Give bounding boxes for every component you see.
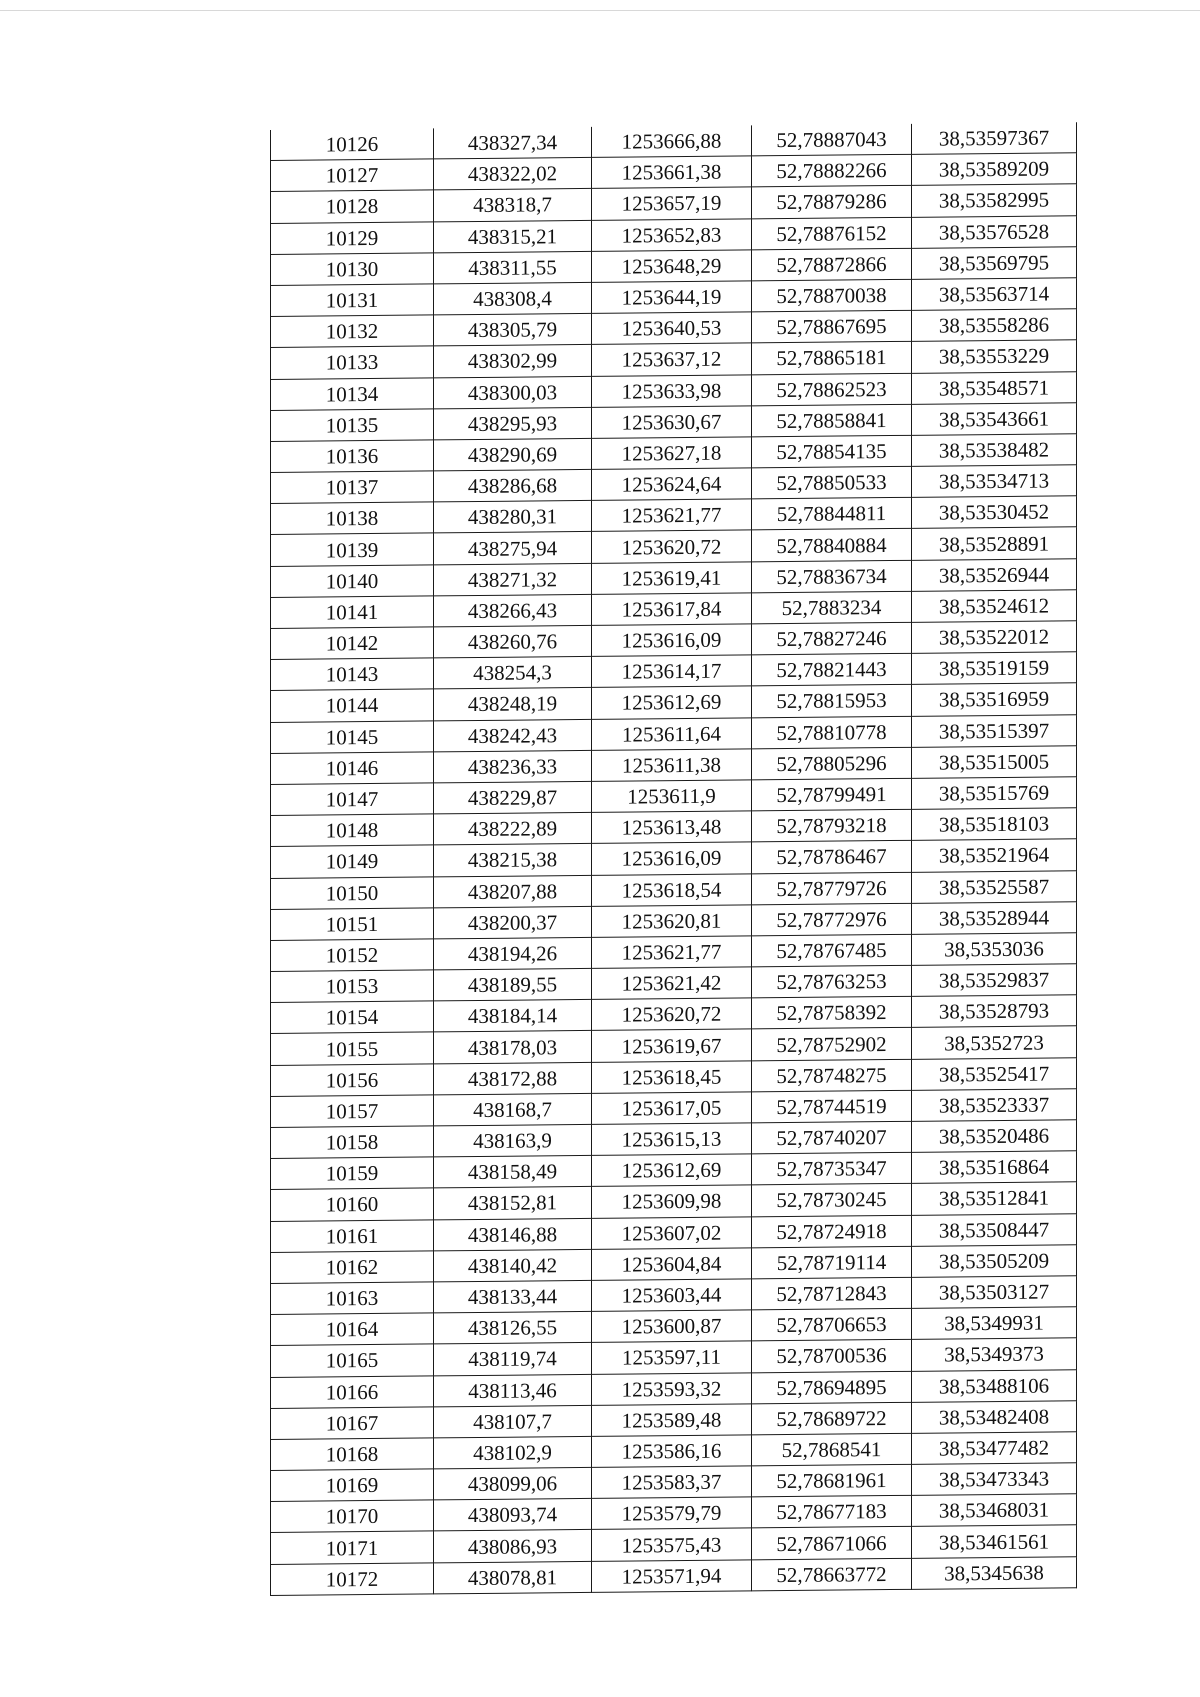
latitude-cell: 52,78767485 [752,934,912,967]
y-coordinate-cell: 1253611,38 [592,749,752,782]
y-coordinate-cell: 1253575,43 [592,1528,752,1561]
x-coordinate-cell: 438322,02 [434,158,592,191]
x-coordinate-cell: 438184,14 [434,1000,592,1033]
y-coordinate-cell: 1253612,69 [592,686,752,719]
x-coordinate-cell: 438133,44 [434,1280,592,1313]
longitude-cell: 38,53563714 [912,278,1077,311]
x-coordinate-cell: 438189,55 [434,968,592,1001]
latitude-cell: 52,78836734 [752,560,912,593]
x-coordinate-cell: 438107,7 [434,1405,592,1438]
latitude-cell: 52,78793218 [752,809,912,842]
point-number-cell: 10162 [271,1251,434,1284]
x-coordinate-cell: 438207,88 [434,875,592,908]
point-number-cell: 10172 [271,1563,434,1596]
longitude-cell: 38,53518103 [912,808,1077,841]
point-number-cell: 10126 [271,128,434,160]
coordinate-table-sheet [270,125,1076,1596]
latitude-cell: 52,78867695 [752,310,912,343]
point-number-cell: 10159 [271,1157,434,1190]
point-number-cell: 10169 [271,1469,434,1502]
point-number-cell: 10152 [271,939,434,972]
latitude-cell: 52,78827246 [752,622,912,655]
y-coordinate-cell: 1253621,77 [592,936,752,969]
x-coordinate-cell: 438222,89 [434,813,592,846]
y-coordinate-cell: 1253603,44 [592,1279,752,1312]
x-coordinate-cell: 438178,03 [434,1031,592,1064]
longitude-cell: 38,53528891 [912,527,1077,560]
latitude-cell: 52,78870038 [752,279,912,312]
y-coordinate-cell: 1253618,54 [592,873,752,906]
latitude-cell: 52,78779726 [752,872,912,905]
latitude-cell: 52,78712843 [752,1277,912,1310]
longitude-cell: 38,53515005 [912,746,1077,779]
longitude-cell: 38,53525587 [912,870,1077,903]
latitude-cell: 52,78730245 [752,1184,912,1217]
y-coordinate-cell: 1253609,98 [592,1185,752,1218]
longitude-cell: 38,53503127 [912,1276,1077,1309]
y-coordinate-cell: 1253611,64 [592,717,752,750]
x-coordinate-cell: 438327,34 [434,127,592,159]
latitude-cell: 52,7868541 [752,1433,912,1466]
y-coordinate-cell: 1253586,16 [592,1435,752,1468]
x-coordinate-cell: 438248,19 [434,688,592,721]
point-number-cell: 10137 [271,471,434,504]
longitude-cell: 38,53515769 [912,777,1077,810]
point-number-cell: 10145 [271,720,434,753]
latitude-cell: 52,78810778 [752,716,912,749]
latitude-cell: 52,78740207 [752,1121,912,1154]
longitude-cell: 38,53530452 [912,496,1077,529]
x-coordinate-cell: 438163,9 [434,1124,592,1157]
y-coordinate-cell: 1253619,67 [592,1029,752,1062]
x-coordinate-cell: 438266,43 [434,594,592,627]
latitude-cell: 52,78735347 [752,1153,912,1186]
point-number-cell: 10143 [271,658,434,691]
point-number-cell: 10128 [271,190,434,223]
y-coordinate-cell: 1253613,48 [592,811,752,844]
y-coordinate-cell: 1253640,53 [592,312,752,345]
x-coordinate-cell: 438305,79 [434,314,592,347]
longitude-cell: 38,53477482 [912,1432,1077,1465]
y-coordinate-cell: 1253619,41 [592,562,752,595]
x-coordinate-cell: 438271,32 [434,563,592,596]
latitude-cell: 52,78681961 [752,1464,912,1497]
latitude-cell: 52,78724918 [752,1215,912,1248]
longitude-cell: 38,53589209 [912,153,1077,186]
y-coordinate-cell: 1253652,83 [592,218,752,251]
coordinate-table-body [271,122,1077,1595]
y-coordinate-cell: 1253579,79 [592,1497,752,1530]
x-coordinate-cell: 438318,7 [434,189,592,222]
longitude-cell: 38,53538482 [912,434,1077,467]
latitude-cell: 52,78862523 [752,373,912,406]
latitude-cell: 52,78694895 [752,1371,912,1404]
x-coordinate-cell: 438286,68 [434,469,592,502]
y-coordinate-cell: 1253612,69 [592,1154,752,1187]
longitude-cell: 38,53468031 [912,1494,1077,1527]
latitude-cell: 52,78872866 [752,248,912,281]
longitude-cell: 38,53526944 [912,558,1077,591]
x-coordinate-cell: 438254,3 [434,657,592,690]
latitude-cell: 52,78854135 [752,435,912,468]
latitude-cell: 52,78799491 [752,778,912,811]
longitude-cell: 38,53461561 [912,1525,1077,1558]
longitude-cell: 38,53508447 [912,1213,1077,1246]
longitude-cell: 38,53519159 [912,652,1077,685]
y-coordinate-cell: 1253607,02 [592,1216,752,1249]
latitude-cell: 52,78744519 [752,1090,912,1123]
longitude-cell: 38,53543661 [912,402,1077,435]
latitude-cell: 52,78876152 [752,217,912,250]
latitude-cell: 52,78677183 [752,1496,912,1529]
latitude-cell: 52,78763253 [752,965,912,998]
point-number-cell: 10154 [271,1001,434,1034]
y-coordinate-cell: 1253621,77 [592,499,752,532]
point-number-cell: 10156 [271,1064,434,1097]
point-number-cell: 10148 [271,814,434,847]
point-number-cell: 10141 [271,596,434,629]
x-coordinate-cell: 438275,94 [434,532,592,565]
x-coordinate-cell: 438308,4 [434,282,592,315]
point-number-cell: 10142 [271,627,434,660]
y-coordinate-cell: 1253614,17 [592,655,752,688]
longitude-cell: 38,5349373 [912,1338,1077,1371]
latitude-cell: 52,78858841 [752,404,912,437]
longitude-cell: 38,53505209 [912,1245,1077,1278]
longitude-cell: 38,53488106 [912,1369,1077,1402]
y-coordinate-cell: 1253616,09 [592,624,752,657]
point-number-cell: 10168 [271,1438,434,1471]
longitude-cell: 38,5349931 [912,1307,1077,1340]
y-coordinate-cell: 1253616,09 [592,842,752,875]
longitude-cell: 38,53482408 [912,1400,1077,1433]
x-coordinate-cell: 438086,93 [434,1530,592,1563]
y-coordinate-cell: 1253620,72 [592,530,752,563]
latitude-cell: 52,78786467 [752,841,912,874]
latitude-cell: 52,78700536 [752,1340,912,1373]
point-number-cell: 10166 [271,1375,434,1408]
y-coordinate-cell: 1253637,12 [592,343,752,376]
x-coordinate-cell: 438300,03 [434,376,592,409]
point-number-cell: 10153 [271,970,434,1003]
point-number-cell: 10160 [271,1188,434,1221]
y-coordinate-cell: 1253624,64 [592,468,752,501]
longitude-cell: 38,5352723 [912,1026,1077,1059]
point-number-cell: 10151 [271,908,434,941]
x-coordinate-cell: 438140,42 [434,1249,592,1282]
scan-edge-line [0,10,1200,11]
y-coordinate-cell: 1253597,11 [592,1341,752,1374]
y-coordinate-cell: 1253661,38 [592,156,752,189]
x-coordinate-cell: 438302,99 [434,345,592,378]
point-number-cell: 10138 [271,502,434,535]
y-coordinate-cell: 1253666,88 [592,125,752,157]
latitude-cell: 52,78671066 [752,1527,912,1560]
longitude-cell: 38,53521964 [912,839,1077,872]
latitude-cell: 52,78821443 [752,654,912,687]
point-number-cell: 10144 [271,689,434,722]
y-coordinate-cell: 1253617,84 [592,593,752,626]
x-coordinate-cell: 438311,55 [434,251,592,284]
point-number-cell: 10158 [271,1126,434,1159]
y-coordinate-cell: 1253611,9 [592,780,752,813]
y-coordinate-cell: 1253600,87 [592,1310,752,1343]
longitude-cell: 38,53597367 [912,122,1077,154]
longitude-cell: 38,53515397 [912,714,1077,747]
longitude-cell: 38,53473343 [912,1463,1077,1496]
longitude-cell: 38,53524612 [912,590,1077,623]
latitude-cell: 52,78752902 [752,1028,912,1061]
point-number-cell: 10135 [271,409,434,442]
longitude-cell: 38,53553229 [912,340,1077,373]
point-number-cell: 10131 [271,284,434,317]
latitude-cell: 52,78689722 [752,1402,912,1435]
point-number-cell: 10155 [271,1032,434,1065]
y-coordinate-cell: 1253617,05 [592,1092,752,1125]
point-number-cell: 10146 [271,752,434,785]
y-coordinate-cell: 1253604,84 [592,1248,752,1281]
point-number-cell: 10127 [271,159,434,192]
latitude-cell: 52,78840884 [752,529,912,562]
latitude-cell: 52,78879286 [752,186,912,219]
latitude-cell: 52,78815953 [752,685,912,718]
y-coordinate-cell: 1253621,42 [592,967,752,1000]
longitude-cell: 38,53529837 [912,964,1077,997]
longitude-cell: 38,53548571 [912,371,1077,404]
point-number-cell: 10171 [271,1531,434,1564]
longitude-cell: 38,53516864 [912,1151,1077,1184]
longitude-cell: 38,53528793 [912,995,1077,1028]
y-coordinate-cell: 1253618,45 [592,1061,752,1094]
longitude-cell: 38,5345638 [912,1556,1077,1589]
latitude-cell: 52,78865181 [752,342,912,375]
point-number-cell: 10136 [271,440,434,473]
point-number-cell: 10134 [271,377,434,410]
point-number-cell: 10139 [271,533,434,566]
longitude-cell: 38,53582995 [912,184,1077,217]
y-coordinate-cell: 1253593,32 [592,1372,752,1405]
y-coordinate-cell: 1253633,98 [592,374,752,407]
x-coordinate-cell: 438215,38 [434,844,592,877]
x-coordinate-cell: 438113,46 [434,1374,592,1407]
longitude-cell: 38,53525417 [912,1057,1077,1090]
longitude-cell: 38,5353036 [912,933,1077,966]
y-coordinate-cell: 1253627,18 [592,437,752,470]
longitude-cell: 38,53534713 [912,465,1077,498]
longitude-cell: 38,53569795 [912,247,1077,280]
point-number-cell: 10129 [271,221,434,254]
x-coordinate-cell: 438295,93 [434,407,592,440]
y-coordinate-cell: 1253644,19 [592,281,752,314]
latitude-cell: 52,78663772 [752,1558,912,1591]
point-number-cell: 10170 [271,1500,434,1533]
y-coordinate-cell: 1253571,94 [592,1560,752,1593]
latitude-cell: 52,78719114 [752,1246,912,1279]
longitude-cell: 38,53516959 [912,683,1077,716]
point-number-cell: 10133 [271,346,434,379]
latitude-cell: 52,7883234 [752,591,912,624]
longitude-cell: 38,53523337 [912,1089,1077,1122]
y-coordinate-cell: 1253620,72 [592,998,752,1031]
point-number-cell: 10132 [271,315,434,348]
x-coordinate-cell: 438290,69 [434,438,592,471]
y-coordinate-cell: 1253620,81 [592,905,752,938]
point-number-cell: 10140 [271,565,434,598]
latitude-cell: 52,78882266 [752,155,912,188]
latitude-cell: 52,78844811 [752,498,912,531]
point-number-cell: 10165 [271,1344,434,1377]
point-number-cell: 10157 [271,1095,434,1128]
x-coordinate-cell: 438158,49 [434,1156,592,1189]
point-number-cell: 10150 [271,876,434,909]
coordinate-table [270,122,1077,1596]
latitude-cell: 52,78887043 [752,124,912,156]
latitude-cell: 52,78850533 [752,466,912,499]
x-coordinate-cell: 438229,87 [434,781,592,814]
y-coordinate-cell: 1253615,13 [592,1123,752,1156]
x-coordinate-cell: 438102,9 [434,1436,592,1469]
y-coordinate-cell: 1253648,29 [592,250,752,283]
point-number-cell: 10147 [271,783,434,816]
point-number-cell: 10149 [271,845,434,878]
point-number-cell: 10164 [271,1313,434,1346]
x-coordinate-cell: 438119,74 [434,1343,592,1376]
longitude-cell: 38,53558286 [912,309,1077,342]
point-number-cell: 10167 [271,1407,434,1440]
x-coordinate-cell: 438152,81 [434,1187,592,1220]
x-coordinate-cell: 438172,88 [434,1062,592,1095]
x-coordinate-cell: 438236,33 [434,750,592,783]
latitude-cell: 52,78706653 [752,1308,912,1341]
x-coordinate-cell: 438200,37 [434,906,592,939]
point-number-cell: 10163 [271,1282,434,1315]
x-coordinate-cell: 438242,43 [434,719,592,752]
x-coordinate-cell: 438093,74 [434,1499,592,1532]
x-coordinate-cell: 438260,76 [434,625,592,658]
x-coordinate-cell: 438315,21 [434,220,592,253]
longitude-cell: 38,53520486 [912,1120,1077,1153]
latitude-cell: 52,78748275 [752,1059,912,1092]
latitude-cell: 52,78772976 [752,903,912,936]
y-coordinate-cell: 1253583,37 [592,1466,752,1499]
x-coordinate-cell: 438146,88 [434,1218,592,1251]
x-coordinate-cell: 438280,31 [434,501,592,534]
x-coordinate-cell: 438194,26 [434,937,592,970]
longitude-cell: 38,53512841 [912,1182,1077,1215]
table-row [271,1556,1077,1595]
longitude-cell: 38,53576528 [912,215,1077,248]
y-coordinate-cell: 1253657,19 [592,187,752,220]
x-coordinate-cell: 438078,81 [434,1561,592,1594]
x-coordinate-cell: 438168,7 [434,1093,592,1126]
point-number-cell: 10161 [271,1219,434,1252]
latitude-cell: 52,78758392 [752,997,912,1030]
latitude-cell: 52,78805296 [752,747,912,780]
x-coordinate-cell: 438126,55 [434,1312,592,1345]
longitude-cell: 38,53528944 [912,901,1077,934]
point-number-cell: 10130 [271,253,434,286]
y-coordinate-cell: 1253589,48 [592,1404,752,1437]
x-coordinate-cell: 438099,06 [434,1467,592,1500]
longitude-cell: 38,53522012 [912,621,1077,654]
y-coordinate-cell: 1253630,67 [592,406,752,439]
